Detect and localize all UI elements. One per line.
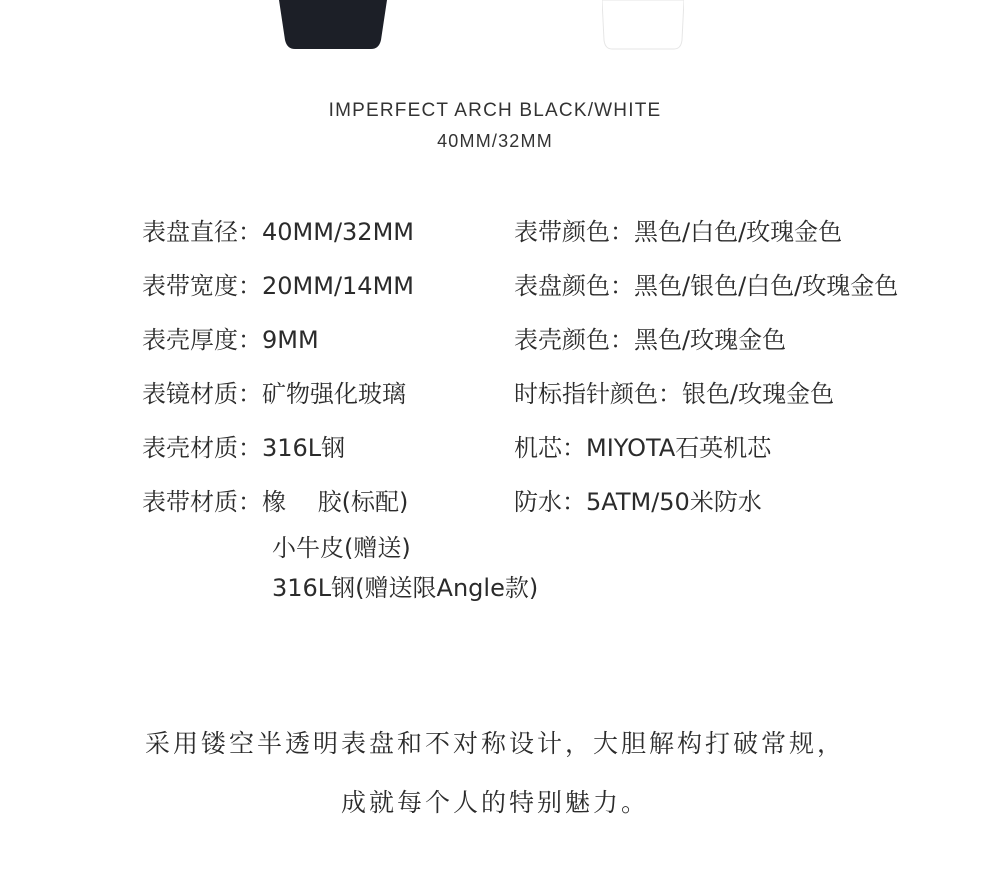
spec-hands-color bbox=[514, 375, 898, 429]
spec-strap-color bbox=[514, 213, 898, 267]
spec-strap-width bbox=[142, 267, 414, 321]
spec-value: 20MM/14MM bbox=[262, 272, 414, 300]
spec-label: 表带材质： bbox=[142, 488, 262, 516]
spec-value: 黑色/玫瑰金色 bbox=[634, 326, 787, 354]
spec-case-color bbox=[514, 321, 898, 375]
spec-movement bbox=[514, 429, 898, 483]
spec-value: 黑色/银色/白色/玫瑰金色 bbox=[634, 272, 899, 300]
spec-column-right bbox=[514, 213, 898, 537]
spec-dial-color bbox=[514, 267, 898, 321]
spec-value: 黑色/白色/玫瑰金色 bbox=[634, 218, 843, 246]
spec-extra-line: 小牛皮(赠送) bbox=[272, 534, 411, 562]
spec-value: 5ATM/50米防水 bbox=[586, 488, 762, 516]
spec-case-thickness bbox=[142, 321, 414, 375]
spec-label: 防水： bbox=[514, 488, 586, 516]
spec-value: 316L钢 bbox=[262, 434, 346, 462]
spec-value: 银色/玫瑰金色 bbox=[682, 380, 835, 408]
spec-label: 表壳厚度： bbox=[142, 326, 262, 354]
spec-label: 表盘直径： bbox=[142, 218, 262, 246]
spec-label: 表镜材质： bbox=[142, 380, 262, 408]
product-name: IMPERFECT ARCH BLACK/WHITE bbox=[328, 100, 662, 121]
spec-value: 9MM bbox=[262, 326, 319, 354]
spec-strap-material-extra bbox=[272, 528, 538, 608]
spec-extra-line: 316L钢(赠送限Angle款) bbox=[272, 574, 539, 602]
spec-value: MIYOTA石英机芯 bbox=[586, 434, 772, 462]
spec-value: 橡 胶(标配) bbox=[262, 488, 409, 516]
spec-label: 机芯： bbox=[514, 434, 586, 462]
spec-column-left bbox=[142, 213, 414, 537]
spec-label: 表带宽度： bbox=[142, 272, 262, 300]
spec-label: 表壳颜色： bbox=[514, 326, 634, 354]
white-watch-strap-image bbox=[602, 0, 684, 50]
spec-label: 表盘颜色： bbox=[514, 272, 634, 300]
slogan-line-2: 成就每个人的特别魅力。 bbox=[340, 788, 649, 817]
spec-glass-material bbox=[142, 375, 414, 429]
black-watch-strap-image bbox=[279, 0, 387, 50]
product-size: 40MM/32MM bbox=[437, 131, 553, 151]
spec-dial-diameter bbox=[142, 213, 414, 267]
slogan-line-1: 采用镂空半透明表盘和不对称设计，大胆解构打破常规， bbox=[144, 729, 845, 758]
spec-value: 矿物强化玻璃 bbox=[262, 380, 406, 408]
spec-value: 40MM/32MM bbox=[262, 218, 414, 246]
spec-label: 表带颜色： bbox=[514, 218, 634, 246]
spec-water-resistance bbox=[514, 483, 898, 537]
spec-label: 时标指针颜色： bbox=[514, 380, 682, 408]
spec-label: 表壳材质： bbox=[142, 434, 262, 462]
spec-case-material bbox=[142, 429, 414, 483]
